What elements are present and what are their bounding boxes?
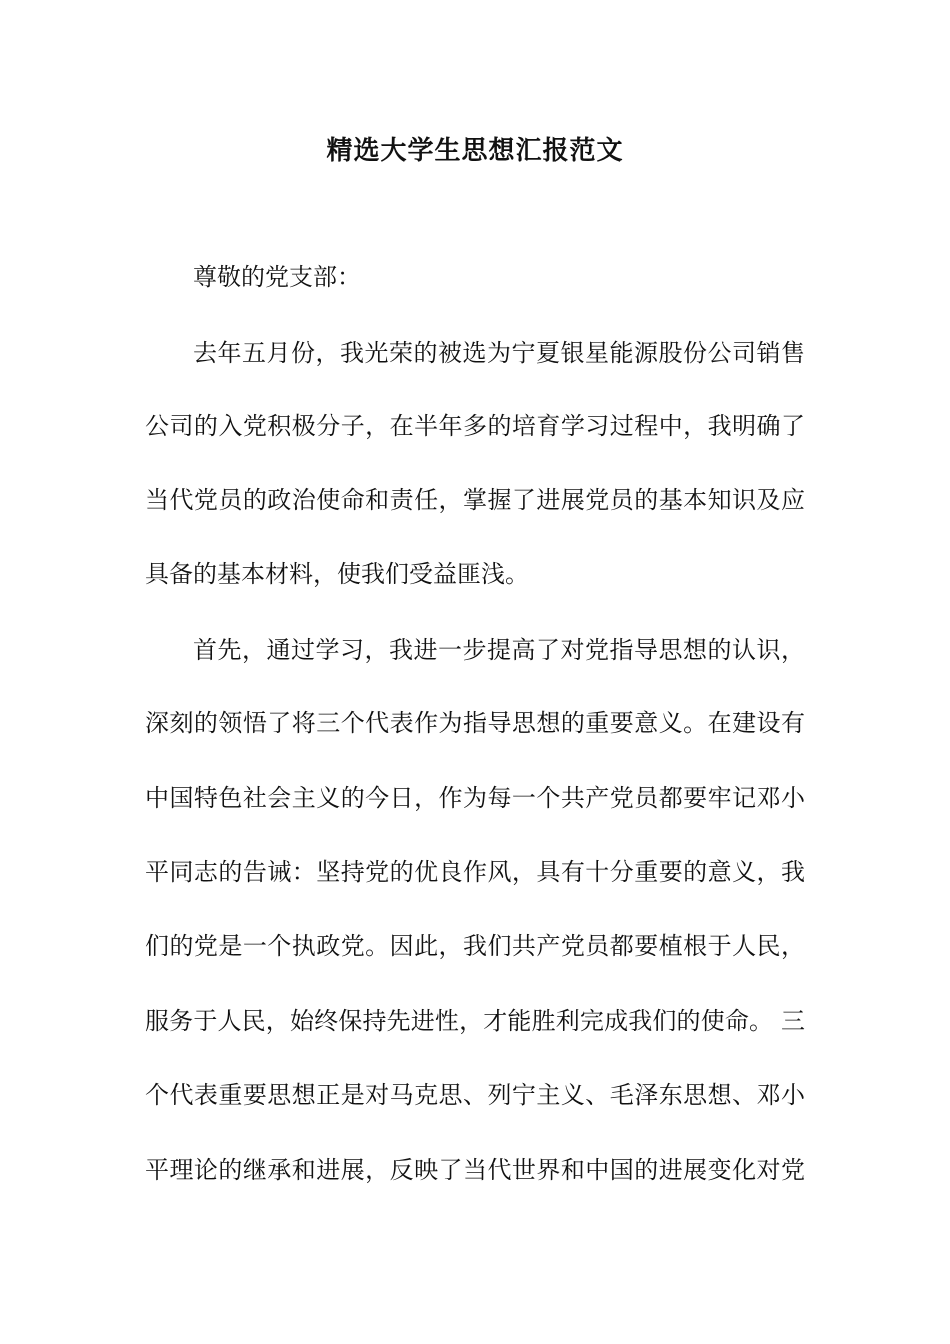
- paragraph-1-line-3: 当代党员的政治使命和责任，掌握了进展党员的基本知识及应: [145, 486, 805, 514]
- paragraph-2-line-6: 服务于人民，始终保持先进性，才能胜利完成我们的使命。 三: [145, 1007, 805, 1035]
- paragraph-1-line-2: 公司的入党积极分子，在半年多的培育学习过程中，我明确了: [145, 412, 805, 440]
- paragraph-1-line-4: 具备的基本材料，使我们受益匪浅。: [145, 560, 529, 588]
- salutation: 尊敬的党支部：: [193, 263, 361, 291]
- paragraph-2-line-2: 深刻的领悟了将三个代表作为指导思想的重要意义。在建设有: [145, 709, 805, 737]
- paragraph-2-line-7: 个代表重要思想正是对马克思、列宁主义、毛泽东思想、邓小: [145, 1081, 805, 1109]
- paragraph-2-line-5: 们的党是一个执政党。因此，我们共产党员都要植根于人民，: [145, 932, 805, 960]
- paragraph-2-line-4: 平同志的告诫：坚持党的优良作风，具有十分重要的意义，我: [145, 858, 805, 886]
- paragraph-2-line-3: 中国特色社会主义的今日，作为每一个共产党员都要牢记邓小: [145, 784, 805, 812]
- paragraph-1-line-1: 去年五月份，我光荣的被选为宁夏银星能源股份公司销售: [193, 339, 805, 367]
- paragraph-2-line-8: 平理论的继承和进展，反映了当代世界和中国的进展变化对党: [145, 1156, 805, 1184]
- paragraph-2-line-1: 首先，通过学习，我进一步提高了对党指导思想的认识，: [193, 636, 805, 664]
- document-title: 精选大学生思想汇报范文: [326, 136, 624, 166]
